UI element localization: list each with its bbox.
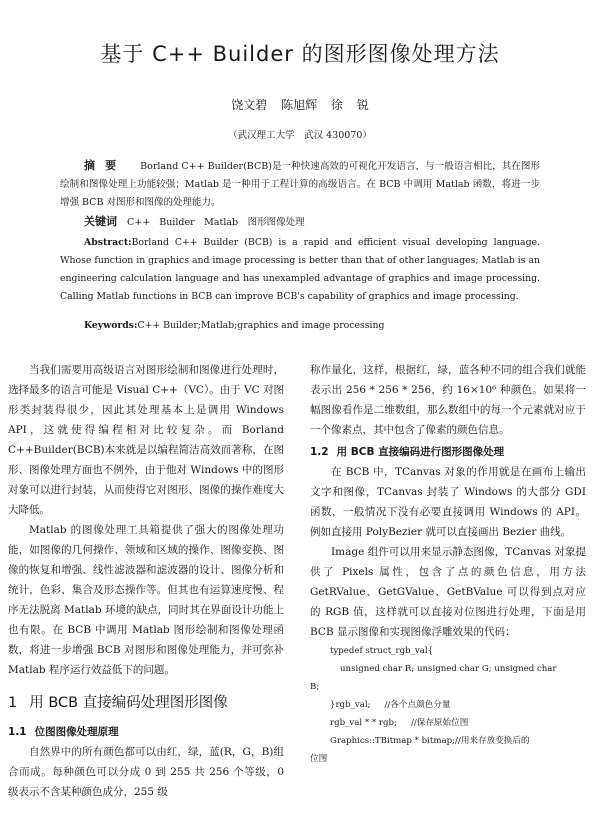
keywords-en-text: C++ Builder;Matlab;graphics and image processing [137, 320, 385, 331]
code-text: rgb_val * * rgb; [330, 718, 397, 728]
section-title: 用 BCB 直接编码处理图形图像 [29, 695, 228, 711]
authors: 饶文碧 陈旭辉 徐 锐 [231, 98, 369, 112]
code-line: unsigned char R; unsigned char G; unsigned char [340, 664, 557, 674]
affiliation: （武汉理工大学 武汉 430070） [228, 130, 372, 141]
code-line: Graphics::TBitmap * bitmap;//用来存放变换后的 [330, 736, 530, 746]
subsection-number: 1.2 [310, 446, 329, 458]
body-paragraph: 当我们需要用高级语言对图形绘制和图像进行处理时，选择最多的语言可能是 Visual C++（VC）。由于 VC 对图形类封装得很少，因此其处理基本上是调用 Windows API，这就使得编程相对比较复杂。而 Borland C++Builder(BCB)本来就是以编程简洁高效而著称，在图形、图像处理方面也不例外，由于他对 Windows 中的图形对象可以进行封装，从而使得它对图形、图像的操作难度大大降低。 [8, 364, 284, 516]
code-line [310, 714, 586, 732]
subsection-heading [8, 722, 284, 742]
keywords-cn-text: C++ Builder Matlab 图形图像处理 [127, 217, 305, 228]
subsection-number: 1.1 [8, 726, 27, 738]
section-number: 1 [8, 695, 18, 711]
code-comment: //各个点颜色分量 [384, 700, 451, 710]
body-paragraph: Image 组件可以用来显示静态图像，TCanvas 对象提供了 Pixels 属性，包含了点的颜色信息，用方法 GetRValue、GetGValue、GetBValue 可以得到点对应的 RGB 值，这样就可以直接对位图进行处理，下面是用 BCB 显示图像和实现图像浮雕效果的代码： [310, 546, 586, 638]
keywords-cn [60, 213, 540, 229]
body-paragraph: 在 BCB 中，TCanvas 对象的作用就是在画布上输出文字和图像，TCanvas 封装了 Windows 的大部分 GDI 函数，一般情况下没有必要直接调用 Windows 的 API。例如直接用 PolyBezier 就可以直接画出 Bezier 曲线。 [310, 466, 586, 538]
keywords-en-label: Keywords: [84, 320, 138, 331]
right-column [310, 360, 586, 768]
code-line: typedef struct_rgb_val{ [330, 646, 434, 656]
code-comment: //保存原始位图 [410, 718, 469, 728]
abstract-cn-label: 摘要 [84, 159, 127, 172]
keywords-en [84, 320, 540, 331]
subsection-title: 用 BCB 直接编码进行图形图像处理 [336, 446, 505, 458]
code-line: B; [310, 682, 320, 692]
body-paragraph: Matlab 的图像处理工具箱提供了强大的图像处理功能，如图像的几何操作、领域和区域的操作、图像变换、图像的恢复和增强、线性滤波器和滤波器的设计、图像分析和统计，色彩、集合及形态操作等。但其也有运算速度慢、程序无法脱离 Matlab 环境的缺点，同时其在界面设计功能上也有限。在 BCB 中调用 Matlab 图形绘制和图像处理函数，将进一步增强 BCB 对图形和图像处理能力，并可弥补 Matlab 程序运行效益低下的问题。 [8, 524, 284, 676]
paper-title: 基于 C++ Builder 的图形图像处理方法 [100, 42, 500, 66]
abstract-cn-text: Borland C++ Builder(BCB)是一种快速高效的可视化开发语言，与一般语言相比，其在图形绘制和图像处理上功能较强；Matlab 是一种用于工程计算的高级语言。在 BCB 中调用 Matlab 函数，将进一步增强 BCB 对图形和图像的处理能力。 [60, 161, 540, 208]
body-paragraph: 自然界中的所有颜色都可以由红，绿，蓝(R，G，B)组合而成。每种颜色可以分成 0 到 255 共 256 个等级，0 级表示不含某种颜色成分，255 级 [8, 746, 284, 798]
code-text: }rgb_val; [330, 700, 371, 710]
keywords-cn-label: 关键词 [84, 215, 117, 228]
left-column [8, 360, 284, 802]
subsection-title: 位图图像处理原理 [34, 726, 119, 738]
abstract-en [60, 234, 540, 306]
abstract-cn [60, 157, 540, 212]
subsection-heading [310, 442, 586, 462]
section-heading [8, 692, 284, 714]
abstract-en-label: Abstract: [84, 237, 132, 248]
code-line: 位图 [310, 754, 328, 764]
abstract-en-text: Borland C++ Builder (BCB) is a rapid and efficient visual developing language. Whose function in graphics and image processing is better than that of other languages; Matlab is an engineering calculation language and has unexampled advantage of graphics and image processing. Calling Matlab functions in BCB can improve BCB's capability of graphics and image processing. [60, 237, 540, 302]
code-line [310, 696, 586, 714]
body-paragraph: 称作量化，这样，根据红，绿，蓝各种不同的组合我们就能表示出 256 * 256 * 256，约 16×10⁶ 种颜色。如果将一幅图像看作是二维数组，那么数组中的每一个元素就对应于一个像素点，其中包含了像素的颜色信息。 [310, 364, 586, 436]
